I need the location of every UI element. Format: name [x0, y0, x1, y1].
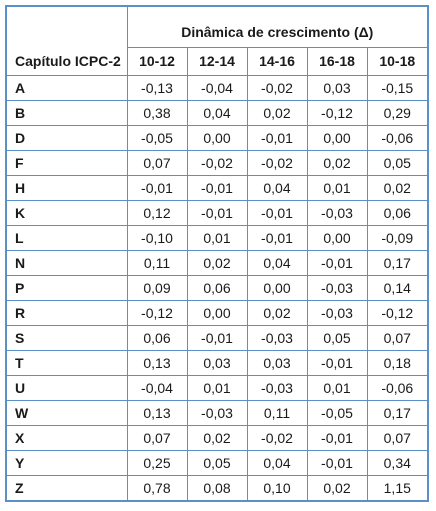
value-cell: 0,10: [247, 475, 307, 500]
value-cell: 0,12: [127, 200, 187, 225]
table-body: [7, 75, 427, 500]
value-cell: -0,09: [367, 225, 427, 250]
table-row: [7, 75, 427, 100]
chapter-cell: F: [7, 150, 127, 175]
table-frame: [5, 5, 429, 502]
table-row: [7, 450, 427, 475]
table-row: [7, 250, 427, 275]
chapter-cell: T: [7, 350, 127, 375]
table-row: [7, 100, 427, 125]
table-row: [7, 175, 427, 200]
period-column-header: 10-12: [127, 47, 187, 75]
value-cell: -0,06: [367, 375, 427, 400]
value-cell: -0,02: [247, 425, 307, 450]
table-row: [7, 275, 427, 300]
value-cell: 0,00: [247, 275, 307, 300]
group-header-row: [7, 7, 427, 47]
value-cell: -0,12: [127, 300, 187, 325]
value-cell: 0,11: [247, 400, 307, 425]
value-cell: -0,03: [187, 400, 247, 425]
value-cell: -0,02: [187, 150, 247, 175]
growth-dynamics-table: [7, 7, 427, 500]
value-cell: 0,06: [187, 275, 247, 300]
value-cell: 0,11: [127, 250, 187, 275]
value-cell: -0,12: [307, 100, 367, 125]
chapter-cell: D: [7, 125, 127, 150]
value-cell: 0,00: [187, 300, 247, 325]
value-cell: 0,38: [127, 100, 187, 125]
value-cell: 0,03: [307, 75, 367, 100]
group-header: Dinâmica de crescimento (Δ): [127, 7, 427, 47]
table-row: [7, 350, 427, 375]
value-cell: -0,10: [127, 225, 187, 250]
value-cell: -0,01: [307, 450, 367, 475]
period-column-header: 12-14: [187, 47, 247, 75]
value-cell: 0,07: [367, 325, 427, 350]
value-cell: -0,12: [367, 300, 427, 325]
chapter-cell: R: [7, 300, 127, 325]
value-cell: -0,01: [307, 350, 367, 375]
value-cell: 0,25: [127, 450, 187, 475]
chapter-column-header: Capítulo ICPC-2: [7, 47, 127, 75]
value-cell: 0,78: [127, 475, 187, 500]
value-cell: 0,03: [247, 350, 307, 375]
value-cell: 0,06: [127, 325, 187, 350]
value-cell: 0,14: [367, 275, 427, 300]
period-column-header: 10-18: [367, 47, 427, 75]
value-cell: -0,01: [307, 250, 367, 275]
value-cell: -0,15: [367, 75, 427, 100]
value-cell: -0,04: [187, 75, 247, 100]
value-cell: -0,03: [247, 325, 307, 350]
value-cell: 0,02: [307, 150, 367, 175]
period-column-header: 16-18: [307, 47, 367, 75]
value-cell: 0,00: [307, 225, 367, 250]
value-cell: 0,07: [127, 150, 187, 175]
value-cell: 0,05: [307, 325, 367, 350]
value-cell: -0,02: [247, 150, 307, 175]
chapter-cell: H: [7, 175, 127, 200]
value-cell: 0,17: [367, 250, 427, 275]
value-cell: -0,01: [247, 125, 307, 150]
value-cell: 0,04: [187, 100, 247, 125]
value-cell: 0,04: [247, 450, 307, 475]
chapter-cell: A: [7, 75, 127, 100]
table-row: [7, 225, 427, 250]
chapter-cell: X: [7, 425, 127, 450]
value-cell: -0,02: [247, 75, 307, 100]
value-cell: -0,03: [307, 300, 367, 325]
value-cell: 0,18: [367, 350, 427, 375]
chapter-cell: U: [7, 375, 127, 400]
value-cell: 0,02: [187, 250, 247, 275]
value-cell: 0,29: [367, 100, 427, 125]
value-cell: -0,03: [247, 375, 307, 400]
table-row: [7, 325, 427, 350]
table-row: [7, 425, 427, 450]
chapter-cell: P: [7, 275, 127, 300]
chapter-cell: L: [7, 225, 127, 250]
value-cell: 0,06: [367, 200, 427, 225]
value-cell: -0,06: [367, 125, 427, 150]
value-cell: -0,01: [127, 175, 187, 200]
value-cell: 0,01: [187, 225, 247, 250]
value-cell: -0,01: [307, 425, 367, 450]
value-cell: 0,09: [127, 275, 187, 300]
value-cell: 0,01: [307, 175, 367, 200]
column-header-row: [7, 47, 427, 75]
value-cell: 0,05: [187, 450, 247, 475]
table-row: [7, 475, 427, 500]
chapter-cell: W: [7, 400, 127, 425]
value-cell: 1,15: [383, 479, 411, 496]
chapter-cell: S: [7, 325, 127, 350]
value-cell: 0,05: [367, 150, 427, 175]
value-cell: -0,05: [307, 400, 367, 425]
chapter-cell: N: [7, 250, 127, 275]
value-cell: 0,02: [367, 175, 427, 200]
header-spacer: [7, 7, 127, 47]
value-cell: 0,00: [307, 125, 367, 150]
value-cell: -0,01: [247, 225, 307, 250]
period-column-header: 14-16: [247, 47, 307, 75]
value-cell: -0,01: [187, 175, 247, 200]
value-cell: -0,04: [127, 375, 187, 400]
value-cell: 0,34: [367, 450, 427, 475]
chapter-cell: B: [7, 100, 127, 125]
value-cell: 0,02: [187, 425, 247, 450]
value-cell: -0,01: [247, 200, 307, 225]
value-cell: 0,17: [367, 400, 427, 425]
table-row: [7, 125, 427, 150]
value-cell: 0,13: [127, 350, 187, 375]
chapter-cell: K: [7, 200, 127, 225]
value-cell: 0,01: [187, 375, 247, 400]
table-row: [7, 400, 427, 425]
value-cell: 0,03: [187, 350, 247, 375]
value-cell: 0,01: [307, 375, 367, 400]
value-cell: 0,13: [127, 400, 187, 425]
value-cell: 0,00: [187, 125, 247, 150]
value-cell: 0,02: [247, 300, 307, 325]
value-cell: 0,08: [187, 475, 247, 500]
value-cell: -0,05: [127, 125, 187, 150]
value-cell: 0,02: [307, 475, 367, 500]
value-cell: 0,02: [247, 100, 307, 125]
value-cell: 0,04: [247, 175, 307, 200]
value-cell: -0,13: [127, 75, 187, 100]
table-row: [7, 375, 427, 400]
value-cell: -0,03: [307, 275, 367, 300]
table-row: [7, 300, 427, 325]
value-cell: -0,01: [187, 200, 247, 225]
value-cell: 0,04: [247, 250, 307, 275]
value-cell: 0,07: [127, 425, 187, 450]
value-cell: -0,03: [307, 200, 367, 225]
value-cell: 0,07: [367, 425, 427, 450]
chapter-cell: Y: [7, 450, 127, 475]
chapter-cell: Z: [7, 475, 127, 500]
table-row: [7, 150, 427, 175]
table-row: [7, 200, 427, 225]
value-cell: -0,01: [187, 325, 247, 350]
